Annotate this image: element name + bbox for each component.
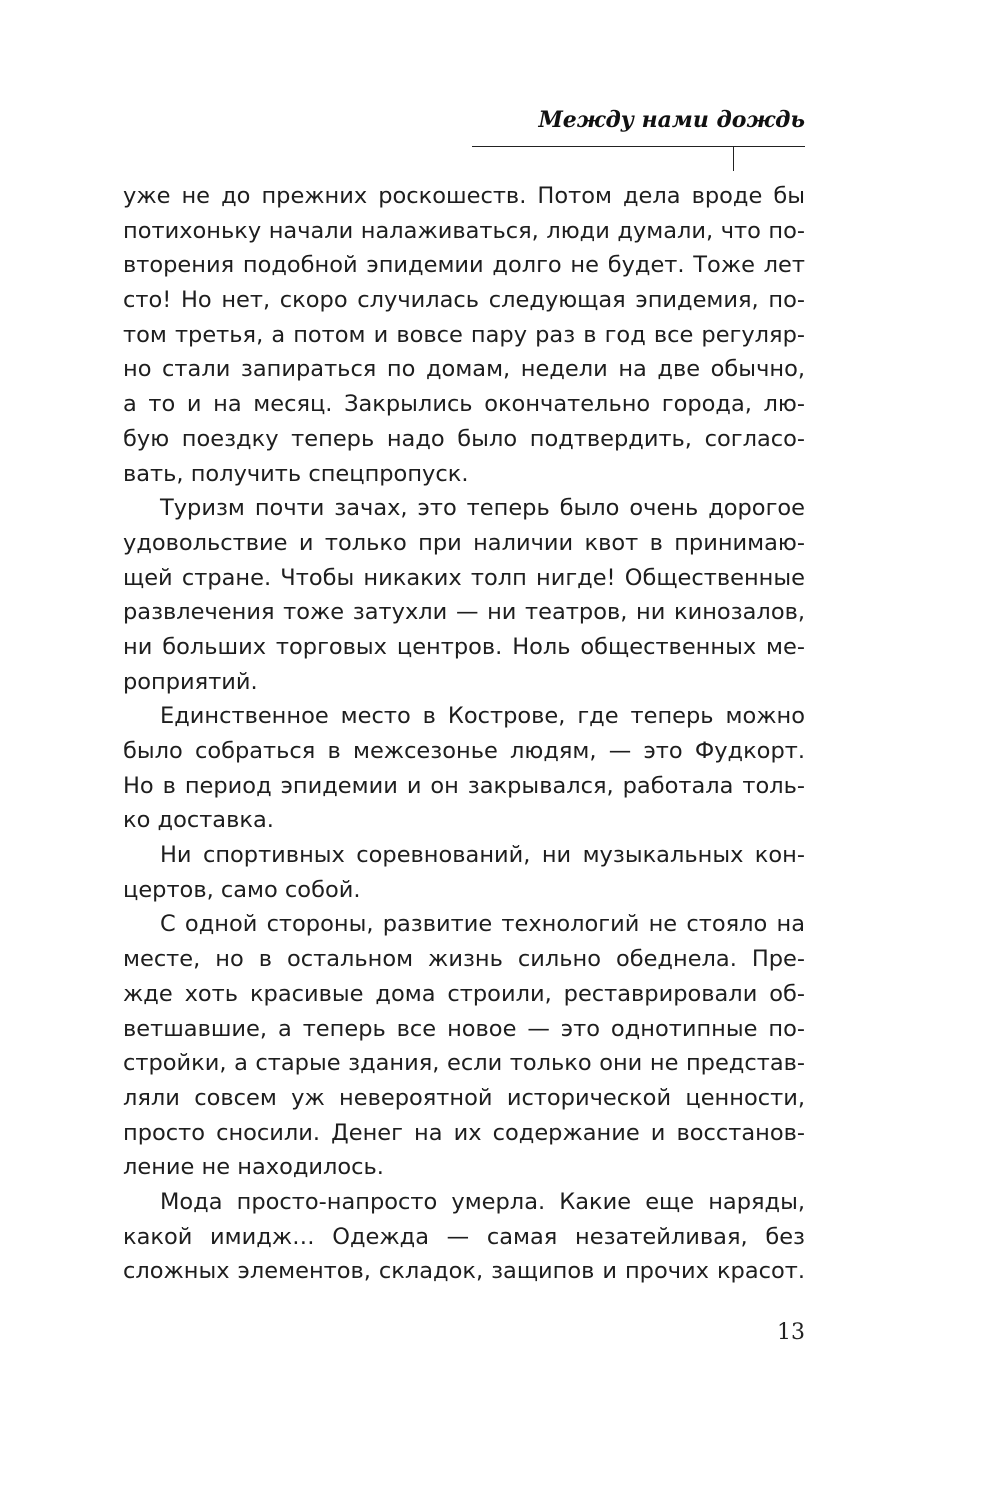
running-head: Между нами дождь [538,107,805,133]
text-line: а то и на месяц. Закрылись окончательно города, лю- [123,391,805,418]
text-line: вать, получить спецпропуск. [123,460,469,487]
text-line: ляли совсем уж невероятной исторической ценности, [123,1084,805,1111]
text-line: но стали запираться по домам, недели на две обычно, [123,356,805,383]
text-line: С одной стороны, развитие технологий не стояло на [160,911,805,938]
text-line: бую поездку теперь надо было подтвердить, согласо- [123,425,805,452]
text-line: какой имидж… Одежда — самая незатейливая, без [123,1223,805,1250]
text-line: удовольствие и только при наличии квот в принимаю- [123,529,805,556]
text-line: месте, но в остальном жизнь сильно обеднела. Пре- [123,946,805,973]
text-line: том третья, а потом и вовсе пару раз в год все регуляр- [123,321,805,348]
body-text [123,179,805,1289]
text-line: Ни спортивных соревнований, ни музыкальных кон- [160,842,805,869]
text-line: вторения подобной эпидемии долго не будет. Тоже лет [123,252,805,279]
text-line: развлечения тоже затухли — ни театров, ни кинозалов, [123,599,805,626]
text-line: цертов, само собой. [123,876,361,903]
header-rule [472,146,805,147]
text-line: сложных элементов, складок, защипов и прочих красот. [123,1258,805,1285]
text-line: Мода просто-напросто умерла. Какие еще наряды, [160,1188,805,1215]
text-line: Но в период эпидемии и он закрывался, работала толь- [123,772,805,799]
text-line: сто! Но нет, скоро случилась следующая эпидемия, по- [123,287,805,314]
header-rule-tick [733,146,734,171]
text-line: ни больших торговых центров. Ноль общественных ме- [123,633,805,660]
text-line: уже не до прежних роскошеств. Потом дела вроде бы [123,183,805,209]
text-line: ление не находилось. [123,1154,384,1181]
text-line: Туризм почти зачах, это теперь было очень дорогое [160,495,805,522]
text-line: потихоньку начали налаживаться, люди думали, что по- [123,217,805,244]
page-number: 13 [777,1320,805,1345]
text-line: щей стране. Чтобы никаких толп нигде! Общественные [123,564,805,591]
text-line: просто сносили. Денег на их содержание и восстанов- [123,1119,805,1146]
text-line: стройки, а старые здания, если только они не представ- [123,1050,805,1077]
text-line: ветшавшие, а теперь все новое — это однотипные по- [123,1015,805,1042]
text-line: жде хоть красивые дома строили, реставрировали об- [123,980,805,1007]
text-line: было собраться в межсезонье людям, — это Фудкорт. [123,738,805,764]
text-line: роприятий. [123,668,258,695]
text-line: Единственное место в Кострове, где теперь можно [160,703,805,730]
text-line: ко доставка. [123,807,274,834]
